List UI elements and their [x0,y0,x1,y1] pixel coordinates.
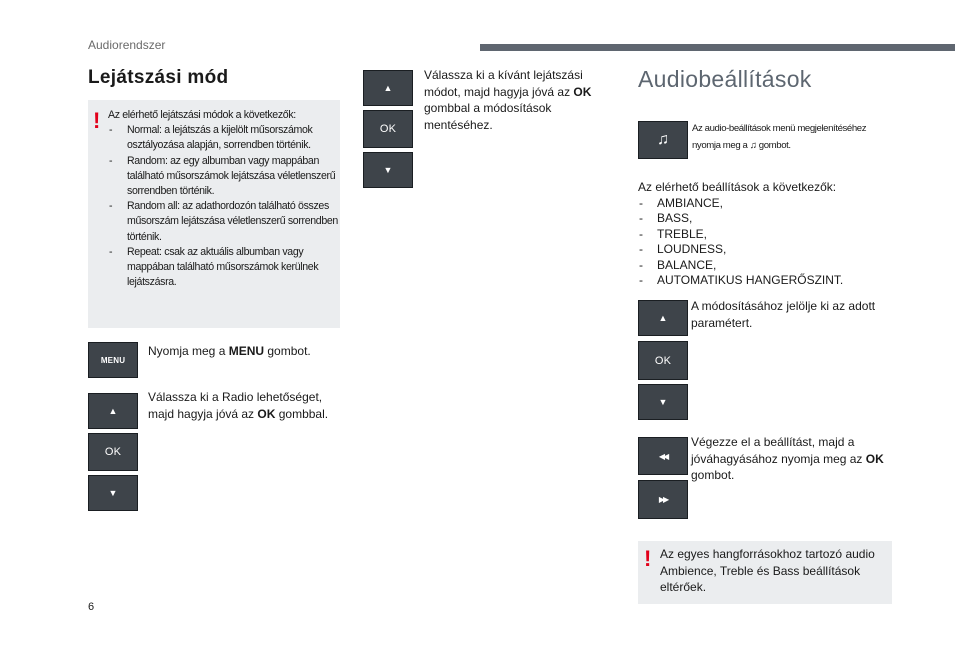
ok-button[interactable]: OK [363,110,413,148]
page-number: 6 [88,601,95,613]
rewind-icon: ◀◀ [658,451,668,461]
warning-icon: ! [644,546,652,571]
list-item: - Random all: az adathordozón található összes műsorszám lejátszása véletlenszerű sorrendben történik. [108,199,338,245]
step-adjust-confirm: Végezze el a beállítást, majd a jóváhagyásához nyomja meg az OK gombot. [691,435,884,482]
list-item: - BALANCE, [639,257,717,272]
note-box-playback-modes [88,100,340,328]
note-text [108,108,338,290]
down-button[interactable] [363,152,413,188]
settings-list-intro: Az elérhető beállítások a következők: [638,180,837,194]
list-item: - LOUDNESS, [639,242,727,256]
ok-button[interactable]: OK [88,433,138,471]
up-arrow-icon: ▲ [383,82,393,93]
list-item: - AMBIANCE, [639,195,724,210]
settings-list [638,180,898,289]
rewind-button[interactable] [638,437,688,475]
list-item: - Repeat: csak az aktuális albumban vagy mappában található műsorszámok kerülnek lejátszásra. [108,245,338,291]
step-press-menu: Nyomja meg a MENU gombot. [148,344,311,358]
up-arrow-icon: ▲ [658,312,668,323]
down-button[interactable] [88,475,138,511]
down-arrow-icon: ▼ [658,396,668,407]
music-note-button[interactable] [638,121,688,159]
note-box-audio-sources [638,541,892,604]
ok-button[interactable]: OK [638,341,688,380]
section-title-audio-settings: Audiobeállítások [638,66,812,92]
music-note-icon: ♫ [657,131,669,148]
note-intro: Az elérhető lejátszási módok a következők: [108,109,296,121]
mode-random: Random: az egy albumban vagy mappában található műsorszámok lejátszása véletlenszerű sorrendben történik. [127,154,336,198]
mode-normal: Normal: a lejátszás a kijelölt műsorszámok osztályozása alapján, sorrendben történik. [127,124,313,152]
audio-menu-intro: Az audio-beállítások menü megjelenítéséhez nyomja meg a ♫ gombot. [692,123,867,151]
music-note-icon: ♫ [749,140,757,151]
down-button[interactable] [638,384,688,420]
menu-button[interactable]: MENU [88,342,138,378]
up-arrow-icon: ▲ [108,405,118,416]
mode-repeat: Repeat: csak az aktuális albumban vagy mappában található műsorszámok kerülnek lejátszásra. [127,245,319,289]
up-button[interactable] [88,393,138,429]
down-arrow-icon: ▼ [108,487,118,498]
step-select-radio: Válassza ki a Radio lehetőséget, majd hagyja jóvá az OK gombbal. [148,390,329,421]
step-select-parameter: A módosításához jelölje ki az adott paramétert. [691,299,876,330]
list-item: - AUTOMATIKUS HANGERŐSZINT. [639,273,844,287]
forward-icon: ▶▶ [658,495,668,504]
header-bar [480,44,955,51]
list-item: - TREBLE, [639,226,708,241]
step-select-mode: Válassza ki a kívánt lejátszási módot, majd hagyja jóvá az OK gombbal a módosítások mentéséhez. [424,68,592,132]
list-item: - Random: az egy albumban vagy mappában található műsorszámok lejátszása véletlenszerű sorrendben történik. [108,154,338,200]
warning-icon: ! [93,108,101,133]
down-arrow-icon: ▼ [383,164,393,175]
list-item: - BASS, [639,211,693,225]
forward-button[interactable] [638,480,688,519]
mode-random-all: Random all: az adathordozón található összes műsorszám lejátszása véletlenszerű sorrendben történik. [127,200,338,243]
up-button[interactable] [363,70,413,106]
section-title-playback-mode: Lejátszási mód [88,67,229,88]
list-item: - Normal: a lejátszás a kijelölt műsorszámok osztályozása alapján, sorrendben történik. [108,123,338,153]
note-text: Az egyes hangforrásokhoz tartozó audio Ambience, Treble és Bass beállítások eltérőek. [660,547,875,594]
up-button[interactable] [638,300,688,336]
running-header: Audiorendszer [88,38,166,52]
